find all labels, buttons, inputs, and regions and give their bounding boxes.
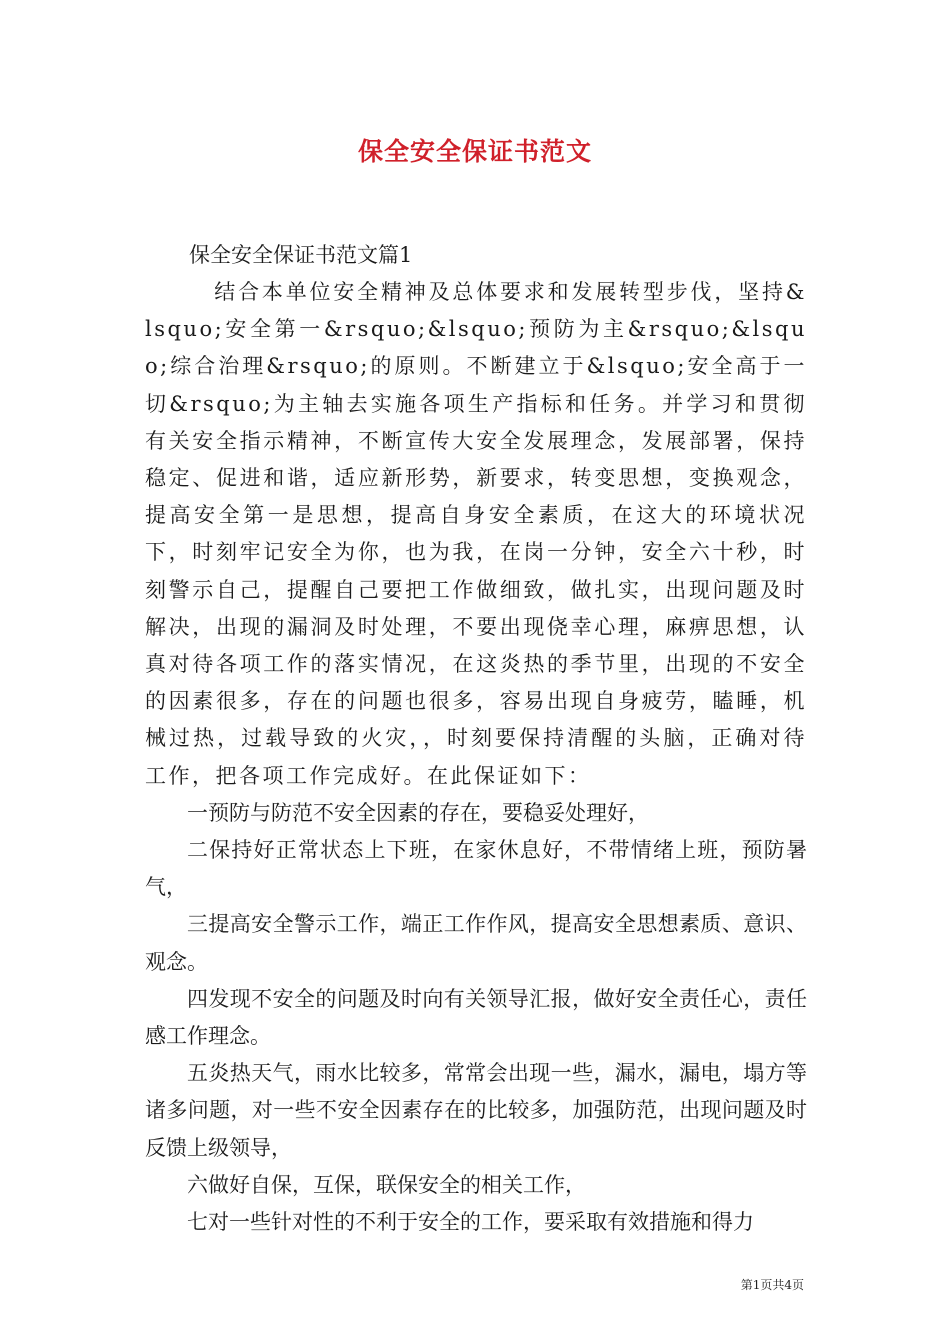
page-title: 保全安全保证书范文 [357, 137, 592, 166]
paragraph-intro: 结合本单位安全精神及总体要求和发展转型步伐，坚持&lsquo;安全第一&rsquo;&lsquo;预防为主&rsquo;&lsquo;综合治理&rsquo;的原则。不断建立于&lsquo;安全高于一切&rsquo;为主轴去实施各项生产指标和任务。并学习和贯彻有关安全指示精神，不断宣传大安全发展理念，发展部署，保持稳定、促进和谐，适应新形势，新要求，转变思想，变换观念，提高安全第一是思想，提高自身安全素质，在这大的环境状况下，时刻牢记安全为你，也为我，在岗一分钟，安全六十秒，时刻警示自己，提醒自己要把工作做细致，做扎实，出现问题及时解决，出现的漏洞及时处理，不要出现侥幸心理，麻痹思想，认真对待各项工作的落实情况，在这炎热的季节里，出现的不安全的因素很多，存在的问题也很多，容易出现自身疲劳，瞌睡，机械过热，过载导致的火灾，，时刻要保持清醒的头脑，正确对待工作，把各项工作完成好。在此保证如下： [145, 280, 807, 788]
paragraph-item-5: 五炎热天气，雨水比较多，常常会出现一些，漏水，漏电，塌方等诸多问题，对一些不安全因素存在的比较多，加强防范，出现问题及时反馈上级领导， [145, 1061, 807, 1160]
paragraph-item-4: 四发现不安全的问题及时向有关领导汇报，做好安全责任心，责任感工作理念。 [145, 986, 807, 1049]
paragraph-item-2: 二保持好正常状态上下班，在家休息好，不带情绪上班，预防暑气， [145, 838, 807, 900]
document-body [145, 274, 807, 1241]
paragraph-item-7: 七对一些针对性的不利于安全的工作，要采取有效措施和得力 [187, 1210, 754, 1235]
section-heading: 保全安全保证书范文篇1 [189, 243, 413, 267]
paragraph-item-1: 一预防与防范不安全因素的存在，要稳妥处理好， [187, 800, 649, 825]
paragraph-item-3: 三提高安全警示工作，端正工作作风，提高安全思想素质、意识、观念。 [145, 912, 807, 974]
paragraph-item-6: 六做好自保，互保，联保安全的相关工作， [187, 1172, 586, 1197]
page-number: 第1页共4页 [740, 1278, 804, 1292]
